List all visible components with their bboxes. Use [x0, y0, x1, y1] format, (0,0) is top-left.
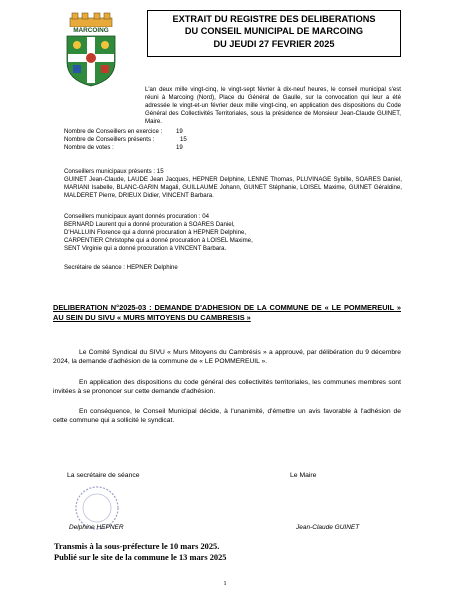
proxy-title: Conseillers municipaux ayant donnés procuration : 04: [64, 213, 209, 220]
transmission-footer: [54, 542, 226, 563]
town-crest: [60, 10, 122, 88]
crest-shield-icon: [60, 10, 122, 88]
count-row-in-office: [64, 128, 264, 136]
secretary-signature-label: La secrétaire de séance: [67, 472, 140, 479]
present-title: Conseillers municipaux présents : 15: [64, 168, 164, 175]
header-line-1: EXTRAIT DU REGISTRE DES DELIBERATIONS: [172, 14, 376, 24]
page-number: 1: [223, 580, 227, 587]
intro-paragraph: L'an deux mille vingt-cinq, le vingt-sept février à dix-neuf heures, le conseil municipal s'est réuni à Marcoing (Nord), Place du Général de Gaulle, sur la convocation qui leur a été adressée le vingt-et-un février deux mille vingt-cinq, en application des dispositions du Code Général des Collectivités Territoriales, sous la présidence de Monsieur Jean-Claude GUINET, Maire.: [145, 86, 401, 125]
deliberation-paragraph: Le Comité Syndical du SIVU « Murs Mitoyens du Cambrésis » a approuvé, par délibération du 9 décembre 2024, la demande d'adhésion de la commune de « LE POMMEREUIL ».: [53, 349, 401, 365]
council-counts: [64, 128, 264, 152]
proxy-members: [64, 213, 402, 253]
deliberation-paragraph: En application des dispositions du code général des collectivités territoriales, les communes membres sont invitées à se prononcer sur cette demande d'adhésion.: [53, 379, 401, 395]
count-row-votes: [64, 144, 264, 152]
footer-line-1: Transmis à la sous-préfecture le 10 mars 2025.: [54, 542, 220, 551]
proxy-line: D'HALLUIN Florence qui a donné procuration à HEPNER Delphine,: [64, 228, 247, 236]
register-header: [147, 10, 401, 57]
mayor-name: Jean-Claude GUINET: [296, 524, 360, 531]
secretary-name: Delphine HEPNER: [69, 524, 124, 531]
present-members: [64, 168, 402, 200]
deliberation-title: DELIBERATION N°2025-03 : DEMANDE D'ADHESION DE LA COMMUNE DE « LE POMMEREUIL » AU SEIN DU SIVU « MURS MITOYENS DU CAMBRESIS »: [53, 303, 401, 322]
count-label: Nombre de Conseillers en exercice :: [64, 128, 163, 135]
proxy-line: BERNARD Laurent qui a donné procuration à SOARES Daniel,: [64, 220, 235, 228]
count-label: Nombre de votes :: [64, 143, 114, 151]
proxy-line: SENT Virginie qui a donné procuration à VINCENT Barbara.: [64, 244, 227, 252]
header-line-2: DU CONSEIL MUNICIPAL DE MARCOING: [184, 26, 364, 37]
mayor-signature-label: Le Maire: [290, 472, 317, 479]
count-row-present: [64, 136, 264, 144]
session-secretary: Secrétaire de séance : HEPNER Delphine: [64, 264, 178, 271]
count-value: 19: [176, 143, 183, 151]
footer-line-2: Publié sur le site de la commune le 13 mars 2025: [54, 552, 227, 562]
proxy-line: CARPENTIER Christophe qui a donné procuration à LOISEL Maxime,: [64, 236, 253, 244]
count-value: 15: [180, 135, 187, 143]
deliberation-paragraph: En conséquence, le Conseil Municipal décide, à l'unanimité, d'émettre un avis favorable à l'adhésion de cette commune qui a sollicité le syndicat.: [53, 408, 401, 424]
header-line-3: DU JEUDI 27 FEVRIER 2025: [213, 38, 335, 49]
present-names: GUINET Jean-Claude, LAUDE Jean Jacques, HEPNER Delphine, LENNE Thomas, PLUVINAGE Sybille, SOARES Daniel, MARIANI Isabelle, BLANC-GARIN Magali, GUILLAUME Johann, GUINET Stéphanie, LOISEL Maxime, GUINET Géraldine, MALDERET Pierre, DRIEUX Didier, VINCENT Barbara.: [64, 175, 402, 199]
count-label: Nombre de Conseillers présents :: [64, 135, 155, 143]
count-value: 19: [176, 128, 183, 135]
crest-label: MARCOING: [73, 27, 109, 34]
